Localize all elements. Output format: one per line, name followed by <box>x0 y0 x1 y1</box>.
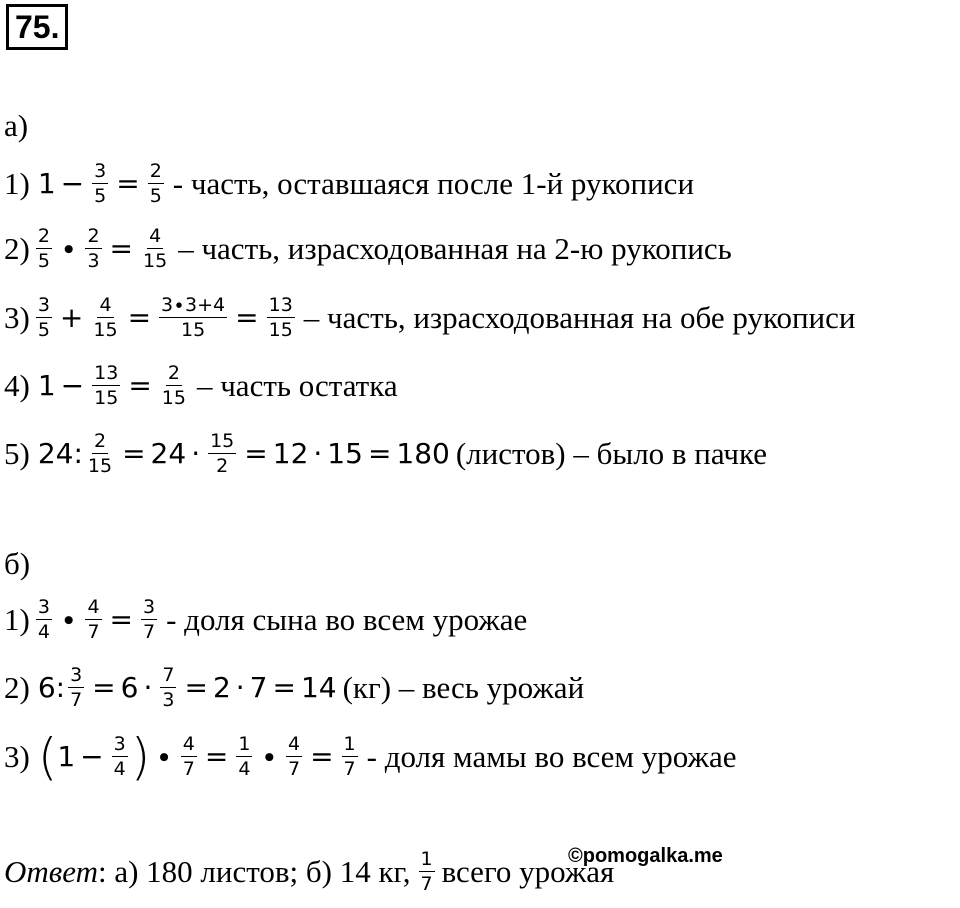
step-description: (кг) – весь урожай <box>342 669 585 705</box>
step-description: – часть, израсходованная на обе рукописи <box>303 299 856 335</box>
part-b-label: б) <box>4 546 31 581</box>
fraction: $\frac{1}{4}$ <box>238 733 251 780</box>
step-description: – часть остатка <box>196 367 398 403</box>
step-description: - доля мамы во всем урожае <box>366 738 737 774</box>
fraction: $\frac{3}{5}$ <box>37 294 50 341</box>
step-number: 2) <box>4 230 30 266</box>
watermark: ©pomogalka.me <box>568 845 723 867</box>
fraction: $\frac{3}{7}$ <box>143 596 156 643</box>
step-number: 3) <box>4 299 30 335</box>
fraction: $\frac{7}{3}$ <box>162 664 175 711</box>
part-a-step-3: 3) $\frac{3}{5}$ + $\frac{4}{15}$ = $\frac{3\cdot 3+4}{15}$ = $\frac{13}{15}$ – часть, израсходованная на обе рукописи <box>4 294 856 341</box>
step-description: - часть, оставшаяся после 1-й рукописи <box>172 165 695 201</box>
part-a-step-1: 1) 1 − $\frac{3}{5}$ = $\frac{2}{5}$ - часть, оставшаяся после 1-й рукописи <box>4 160 695 207</box>
fraction: $\frac{2}{15}$ <box>161 362 186 409</box>
fraction: $\frac{4}{15}$ <box>143 225 168 272</box>
fraction: $\frac{13}{15}$ <box>268 294 293 341</box>
part-a-step-4: 4) 1 − $\frac{13}{15}$ = $\frac{2}{15}$ – часть остатка <box>4 362 398 409</box>
fraction: $\frac{2}{3}$ <box>87 225 100 272</box>
step-number: 1) <box>4 601 30 637</box>
fraction: $\frac{4}{15}$ <box>93 294 118 341</box>
fraction: $\frac{3}{4}$ <box>113 733 126 780</box>
step-number: 4) <box>4 367 30 403</box>
answer-text: : а) 180 листов; б) 14 кг, <box>97 853 411 889</box>
fraction: $\frac{1}{7}$ <box>420 848 433 895</box>
fraction: $\frac{3}{5}$ <box>94 160 107 207</box>
fraction: $\frac{13}{15}$ <box>94 362 119 409</box>
step-description: – часть, израсходованная на 2-ю рукопись <box>178 230 732 266</box>
step-number: 1) <box>4 165 30 201</box>
step-description: (листов) – было в пачке <box>455 435 768 471</box>
fraction: $\frac{1}{7}$ <box>343 733 356 780</box>
fraction: $\frac{4}{7}$ <box>182 733 195 780</box>
step-number: 3) <box>4 738 30 774</box>
part-a-label: а) <box>4 108 29 143</box>
fraction: $\frac{4}{7}$ <box>87 596 100 643</box>
fraction: $\frac{4}{7}$ <box>287 733 301 780</box>
step-description: - доля сына во всем урожае <box>166 601 528 637</box>
answer-tail: всего урожая <box>441 853 615 889</box>
step-number: 5) <box>4 435 30 471</box>
step-number: 2) <box>4 669 30 705</box>
answer-label: Ответ <box>4 853 98 889</box>
part-a-step-5: 5) 24: $\frac{2}{15}$ = 24 ⋅ $\frac{15}{2}$ = 12 ⋅ 15 = 180 (листов) – было в пачке <box>4 430 768 477</box>
fraction: $\frac{2}{5}$ <box>37 225 50 272</box>
fraction: $\frac{2}{5}$ <box>149 160 162 207</box>
fraction: $\frac{3}{7}$ <box>70 664 83 711</box>
fraction: $\frac{2}{15}$ <box>87 430 113 477</box>
part-a-step-2: 2) $\frac{2}{5}$ ∙ $\frac{2}{3}$ = $\frac{4}{15}$ – часть, израсходованная на 2-ю рукопись <box>4 225 732 272</box>
fraction: $\frac{15}{2}$ <box>210 430 235 477</box>
answer-line <box>4 848 614 895</box>
task-number: 75. <box>6 4 68 50</box>
fraction: $\frac{3}{4}$ <box>37 596 50 643</box>
part-b-step-1: 1) $\frac{3}{4}$ ∙ $\frac{4}{7}$ = $\frac{3}{7}$ - доля сына во всем урожае <box>4 596 528 643</box>
fraction: $\frac{3\cdot 3+4}{15}$ <box>161 294 226 341</box>
part-b-step-2: 2) 6: $\frac{3}{7}$ = 6 ⋅ $\frac{7}{3}$ = 2 ⋅ 7 = 14 (кг) – весь урожай <box>4 664 585 711</box>
part-b-step-3: 3) ( 1 − $\frac{3}{4}$ ) ∙ $\frac{4}{7}$ = $\frac{1}{4}$ ∙ $\frac{4}{7}$ = $\frac{1}{7}$ - доля мамы во всем урожае <box>4 727 737 786</box>
